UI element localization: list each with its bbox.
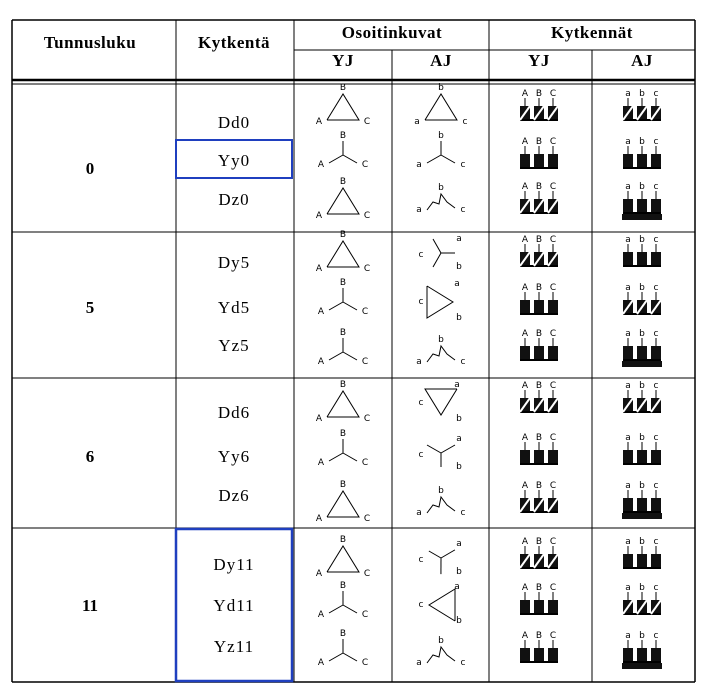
phase-label: B <box>339 629 347 639</box>
star-arm <box>434 558 448 574</box>
phase-label: b <box>639 137 645 147</box>
coil <box>623 450 633 464</box>
coil <box>637 154 647 168</box>
phase-label: C <box>363 569 371 579</box>
star-arm <box>343 605 357 613</box>
phase-label: c <box>653 631 659 641</box>
winding-coils <box>623 98 661 120</box>
phase-label: c <box>418 250 424 260</box>
code-dd0: Dd0 <box>217 113 251 132</box>
phase-label: a <box>625 182 631 192</box>
phase-label: C <box>361 610 369 620</box>
delta-triangle <box>327 241 359 267</box>
phase-label: A <box>315 211 323 221</box>
star-arm <box>433 239 441 253</box>
header-kytkenta: Kytkentä <box>198 33 270 52</box>
phase-label: c <box>460 160 466 170</box>
phase-label: C <box>549 329 557 339</box>
delta-triangle <box>327 391 359 417</box>
phase-label: c <box>653 381 659 391</box>
phase-label: c <box>418 600 424 610</box>
coil <box>534 346 544 360</box>
phase-label: B <box>535 235 543 245</box>
phase-label: B <box>339 230 347 240</box>
star-arm <box>433 253 441 267</box>
phase-label: A <box>521 583 529 593</box>
phase-label: b <box>456 567 462 577</box>
coil <box>520 300 530 314</box>
phase-label: A <box>521 381 529 391</box>
zigzag-phasor <box>427 647 455 663</box>
phase-label: a <box>625 137 631 147</box>
phase-label: a <box>416 357 422 367</box>
phase-label: a <box>414 117 420 127</box>
star-arm <box>343 653 357 661</box>
phase-label: B <box>535 182 543 192</box>
phase-label: B <box>535 481 543 491</box>
phase-label: a <box>416 658 422 668</box>
zigzag-band <box>622 663 662 669</box>
star-arm <box>329 302 343 310</box>
coil <box>651 199 661 213</box>
phase-label: A <box>521 631 529 641</box>
coil <box>534 600 544 614</box>
phase-label: C <box>549 182 557 192</box>
winding-coils <box>623 546 661 568</box>
winding-coils <box>622 490 662 519</box>
winding-coils <box>623 592 661 614</box>
coil <box>623 554 633 568</box>
phase-label: B <box>339 429 347 439</box>
phase-label: C <box>361 658 369 668</box>
phase-label: C <box>549 433 557 443</box>
header-osoitin-yj: YJ <box>332 51 354 70</box>
phase-label: B <box>535 283 543 293</box>
rotated-star <box>427 445 455 467</box>
phase-label: A <box>315 264 323 274</box>
phase-label: A <box>315 414 323 424</box>
phase-label: C <box>549 235 557 245</box>
delta-triangle <box>427 286 453 318</box>
coil <box>637 554 647 568</box>
phase-label: B <box>535 137 543 147</box>
header-kytkenta-aj: AJ <box>631 51 653 70</box>
star-arm <box>329 155 343 163</box>
header-kytkenta-yj: YJ <box>528 51 550 70</box>
phase-label: C <box>549 283 557 293</box>
coil <box>651 498 661 512</box>
code-dy5: Dy5 <box>217 253 251 272</box>
phase-label: A <box>317 658 325 668</box>
coil <box>637 450 647 464</box>
delta-triangle <box>327 546 359 572</box>
phase-label: a <box>454 380 460 390</box>
coil <box>548 346 558 360</box>
star-arm <box>343 155 357 163</box>
coil <box>548 450 558 464</box>
coil <box>520 154 530 168</box>
star-arm <box>329 352 343 360</box>
phase-label: b <box>639 481 645 491</box>
zigzag-phasor <box>427 194 455 210</box>
star-arm <box>427 445 441 453</box>
coil <box>520 648 530 662</box>
phase-label: b <box>639 89 645 99</box>
phase-label: c <box>653 537 659 547</box>
phase-label: B <box>535 583 543 593</box>
coil <box>534 300 544 314</box>
coil <box>623 648 633 662</box>
phase-label: c <box>462 117 468 127</box>
coil <box>623 199 633 213</box>
coil <box>637 498 647 512</box>
coil <box>651 346 661 360</box>
phase-label: B <box>339 581 347 591</box>
star-arm <box>343 453 357 461</box>
phase-label: A <box>317 357 325 367</box>
winding-coils <box>520 146 558 168</box>
phase-label: C <box>549 481 557 491</box>
coil <box>637 252 647 266</box>
phase-label: A <box>521 481 529 491</box>
winding-coils <box>520 98 558 120</box>
star-arm <box>343 302 357 310</box>
phase-label: c <box>653 433 659 443</box>
group-number-5: 5 <box>85 298 95 317</box>
group-number-11: 11 <box>81 596 99 615</box>
winding-coils <box>520 592 558 614</box>
delta-triangle <box>327 94 359 120</box>
phase-label: C <box>361 307 369 317</box>
phase-label: b <box>639 433 645 443</box>
coil <box>637 346 647 360</box>
coil <box>637 648 647 662</box>
phase-label: b <box>639 537 645 547</box>
phase-label: B <box>535 381 543 391</box>
coil <box>651 450 661 464</box>
phase-label: c <box>418 555 424 565</box>
phase-label: a <box>416 508 422 518</box>
header-tunnusluku: Tunnusluku <box>43 33 137 52</box>
phase-label: C <box>361 357 369 367</box>
phase-label: b <box>639 182 645 192</box>
phase-label: A <box>521 182 529 192</box>
phase-label: a <box>625 381 631 391</box>
phase-label: A <box>315 569 323 579</box>
rotated-delta <box>427 286 453 318</box>
code-yd11: Yd11 <box>213 596 255 615</box>
phase-label: B <box>535 631 543 641</box>
phase-label: B <box>535 329 543 339</box>
coil <box>637 199 647 213</box>
phase-label: a <box>416 160 422 170</box>
phase-label: a <box>456 434 462 444</box>
coil <box>651 252 661 266</box>
phase-label: B <box>339 83 347 93</box>
code-dd6: Dd6 <box>217 403 251 422</box>
zigzag-band <box>622 361 662 367</box>
phase-label: C <box>549 89 557 99</box>
coil <box>520 450 530 464</box>
winding-coils <box>623 292 661 314</box>
phase-label: A <box>521 89 529 99</box>
coil <box>520 600 530 614</box>
phase-label: c <box>653 329 659 339</box>
phase-label: b <box>456 414 462 424</box>
phase-label: b <box>456 462 462 472</box>
zigzag-band <box>622 214 662 220</box>
winding-coils <box>520 244 558 266</box>
phase-label: c <box>460 658 466 668</box>
phase-label: C <box>363 514 371 524</box>
phase-label: b <box>438 83 444 93</box>
coil <box>651 154 661 168</box>
phase-label: c <box>653 283 659 293</box>
star-arm <box>441 546 455 562</box>
code-dy11: Dy11 <box>213 555 255 574</box>
phase-label: c <box>653 137 659 147</box>
coil <box>651 554 661 568</box>
coil <box>623 154 633 168</box>
coil <box>534 648 544 662</box>
coil <box>651 648 661 662</box>
winding-coils <box>623 442 661 464</box>
phase-label: b <box>639 235 645 245</box>
phase-label: c <box>653 481 659 491</box>
phase-label: c <box>653 235 659 245</box>
star-arm <box>429 551 441 558</box>
winding-coils <box>520 640 558 662</box>
phase-label: b <box>639 329 645 339</box>
phase-label: b <box>456 616 462 626</box>
phase-label: A <box>521 433 529 443</box>
phase-label: b <box>438 131 444 141</box>
winding-coils <box>520 546 558 568</box>
phase-label: A <box>521 329 529 339</box>
code-yy6: Yy6 <box>217 447 251 466</box>
winding-coils <box>520 191 558 213</box>
phase-label: B <box>535 537 543 547</box>
zigzag-band <box>622 513 662 519</box>
coil <box>623 252 633 266</box>
coil <box>534 154 544 168</box>
zigzag-phasor <box>427 346 455 362</box>
phase-label: a <box>625 481 631 491</box>
winding-coils <box>622 191 662 220</box>
phase-label: a <box>625 89 631 99</box>
phase-label: a <box>456 539 462 549</box>
phase-label: c <box>653 583 659 593</box>
phase-label: b <box>639 631 645 641</box>
delta-triangle <box>425 389 457 415</box>
phase-label: B <box>339 278 347 288</box>
phase-label: C <box>549 537 557 547</box>
header-osoitin-aj: AJ <box>430 51 452 70</box>
table-grid <box>12 20 695 682</box>
phase-label: c <box>460 357 466 367</box>
phase-label: a <box>454 279 460 289</box>
winding-coils <box>622 640 662 669</box>
phase-label: a <box>416 205 422 215</box>
rotated-delta <box>425 389 457 415</box>
winding-coils <box>623 390 661 412</box>
phase-label: a <box>454 582 460 592</box>
star-arm <box>329 453 343 461</box>
phase-label: b <box>456 262 462 272</box>
phase-label: B <box>339 328 347 338</box>
rotated-star <box>433 239 455 267</box>
phase-label: b <box>438 183 444 193</box>
winding-coils <box>623 146 661 168</box>
star-arm <box>343 352 357 360</box>
phase-label: A <box>521 283 529 293</box>
code-yz5: Yz5 <box>218 336 250 355</box>
phase-label: a <box>456 234 462 244</box>
phase-label: C <box>363 117 371 127</box>
code-dz0: Dz0 <box>218 190 250 209</box>
delta-triangle <box>425 94 457 120</box>
phase-label: a <box>625 537 631 547</box>
phase-label: b <box>456 313 462 323</box>
phase-label: b <box>438 486 444 496</box>
code-yy0: Yy0 <box>217 151 251 170</box>
coil <box>623 346 633 360</box>
phase-label: B <box>339 480 347 490</box>
code-yd5: Yd5 <box>217 298 251 317</box>
winding-coils <box>520 442 558 464</box>
phase-label: A <box>317 610 325 620</box>
star-arm <box>427 155 441 163</box>
phase-label: C <box>549 137 557 147</box>
phase-label: C <box>549 583 557 593</box>
winding-coils <box>623 244 661 266</box>
phase-label: a <box>625 329 631 339</box>
star-arm <box>329 653 343 661</box>
phase-label: A <box>317 160 325 170</box>
phase-label: b <box>639 283 645 293</box>
winding-coils <box>520 490 558 512</box>
delta-triangle <box>429 589 455 621</box>
coil <box>548 154 558 168</box>
phase-label: c <box>418 398 424 408</box>
delta-triangle <box>327 491 359 517</box>
coil <box>520 346 530 360</box>
header-kytkennat: Kytkennät <box>551 23 633 42</box>
winding-coils <box>520 390 558 412</box>
rotated-delta <box>429 589 455 621</box>
phase-label: c <box>460 508 466 518</box>
coil <box>548 300 558 314</box>
phase-label: a <box>625 631 631 641</box>
phase-label: a <box>625 433 631 443</box>
winding-coils <box>622 338 662 367</box>
winding-coils <box>520 292 558 314</box>
phase-label: B <box>535 433 543 443</box>
phase-label: b <box>639 381 645 391</box>
coil <box>548 648 558 662</box>
phase-label: c <box>460 205 466 215</box>
star-arm <box>329 605 343 613</box>
phase-label: A <box>521 537 529 547</box>
winding-coils <box>520 338 558 360</box>
code-yz11: Yz11 <box>213 637 255 656</box>
phase-label: b <box>438 636 444 646</box>
phase-label: A <box>521 137 529 147</box>
group-number-6: 6 <box>85 447 95 466</box>
header-osoitinkuvat: Osoitinkuvat <box>341 23 443 42</box>
phase-label: B <box>535 89 543 99</box>
phase-label: B <box>339 535 347 545</box>
phase-label: b <box>438 335 444 345</box>
phase-label: c <box>418 297 424 307</box>
phase-label: A <box>317 458 325 468</box>
delta-triangle <box>327 188 359 214</box>
group-number-0: 0 <box>85 159 95 178</box>
phase-label: C <box>361 160 369 170</box>
phase-label: A <box>317 307 325 317</box>
phase-label: a <box>625 583 631 593</box>
coil <box>534 450 544 464</box>
phase-label: C <box>363 414 371 424</box>
phase-label: C <box>363 211 371 221</box>
rotated-star <box>422 539 455 574</box>
code-dz6: Dz6 <box>218 486 250 505</box>
phase-label: B <box>339 131 347 141</box>
phase-label: C <box>363 264 371 274</box>
phase-label: A <box>315 514 323 524</box>
star-arm <box>441 155 455 163</box>
coil <box>548 600 558 614</box>
phase-label: B <box>339 380 347 390</box>
phase-label: a <box>625 235 631 245</box>
phase-label: C <box>361 458 369 468</box>
phase-label: A <box>521 235 529 245</box>
coil <box>623 498 633 512</box>
star-arm <box>441 445 455 453</box>
phase-label: a <box>625 283 631 293</box>
phase-label: C <box>549 631 557 641</box>
phase-label: B <box>339 177 347 187</box>
phase-label: c <box>653 89 659 99</box>
phase-label: b <box>639 583 645 593</box>
phase-label: C <box>549 381 557 391</box>
phase-label: c <box>418 450 424 460</box>
zigzag-phasor <box>427 497 455 513</box>
phase-label: c <box>653 182 659 192</box>
phase-label: A <box>315 117 323 127</box>
